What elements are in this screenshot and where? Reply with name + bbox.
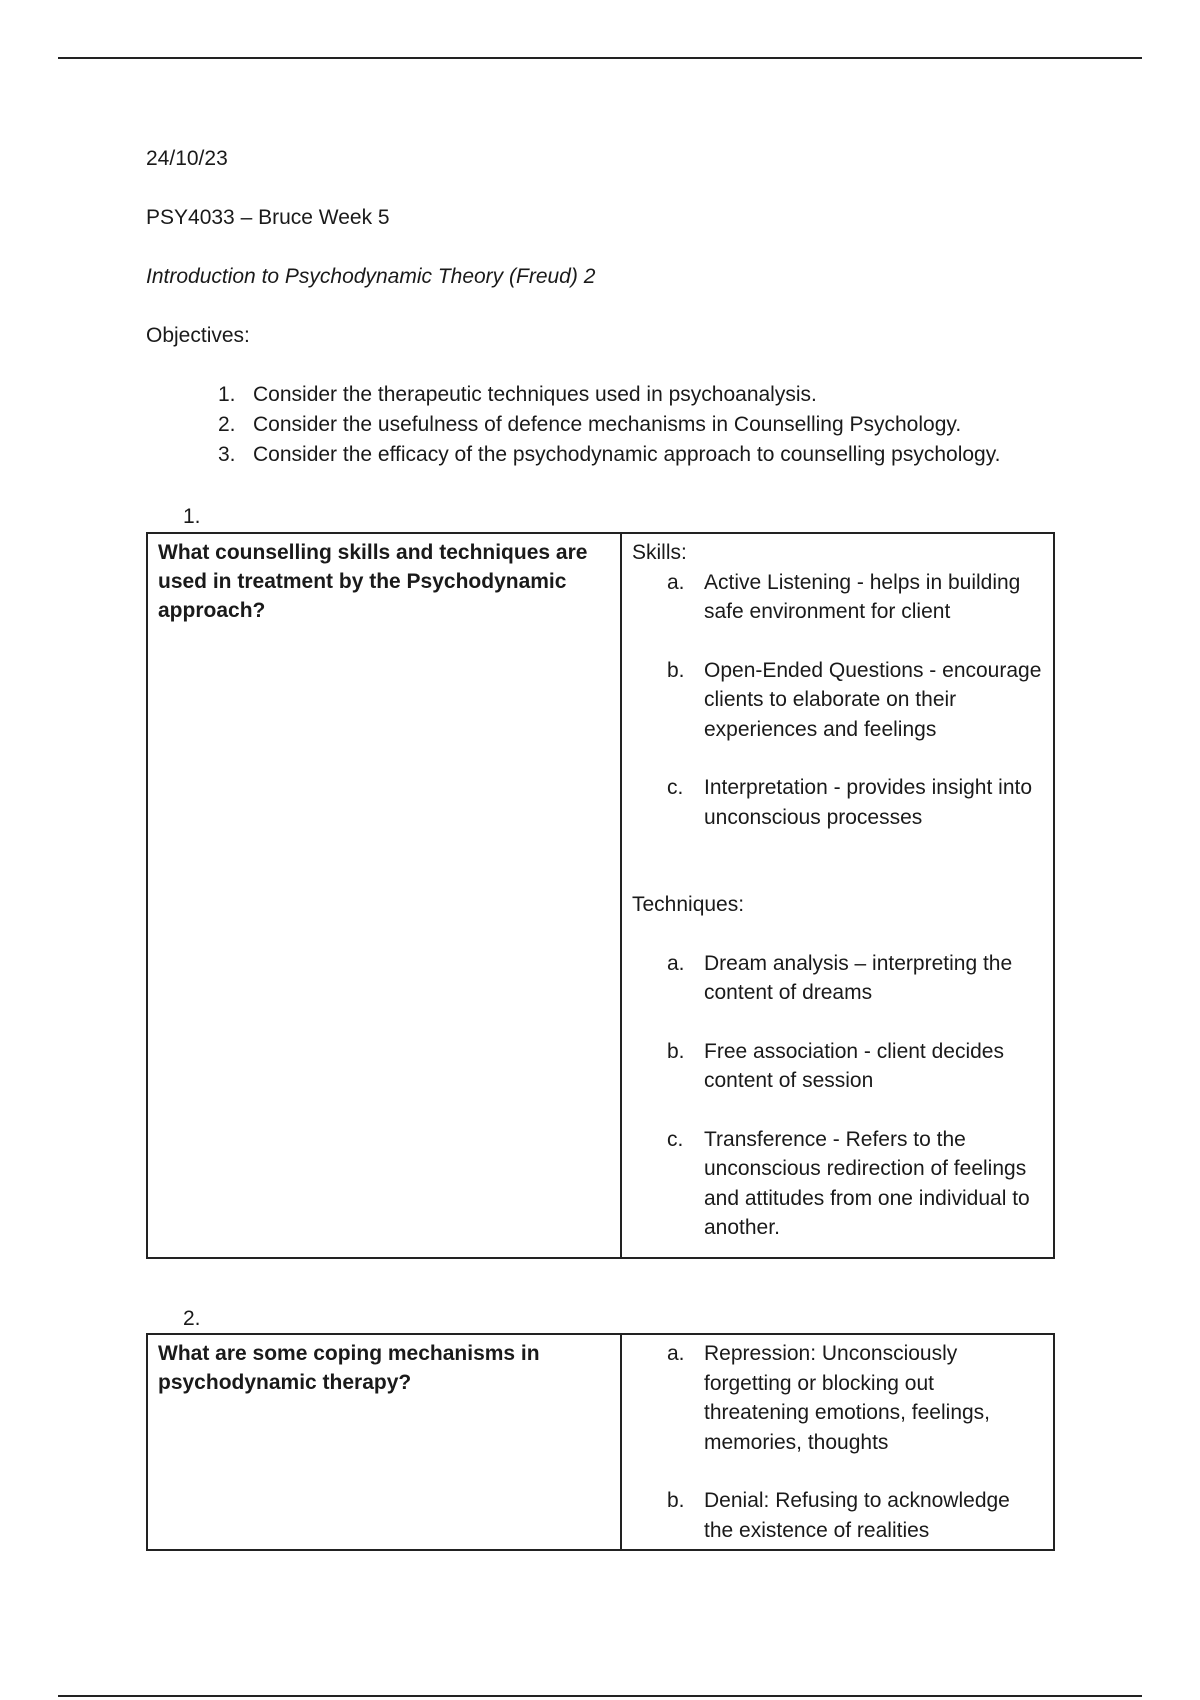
objective-text: Consider the therapeutic techniques used in psychoanalysis. (253, 383, 817, 406)
lecture-topic: Introduction to Psychodynamic Theory (Freud) 2 (146, 265, 596, 288)
list-item (632, 1125, 1043, 1243)
course-title: PSY4033 – Bruce Week 5 (146, 206, 390, 229)
list-number: 1. (218, 383, 236, 406)
techniques-list (632, 949, 1043, 1243)
list-marker: b. (667, 658, 685, 682)
technique-text: Transference - Refers to the unconscious redirection of feelings and attitudes from one individual to another. (704, 1127, 1030, 1239)
list-marker: a. (667, 1342, 685, 1365)
skill-text: Open-Ended Questions - encourage clients to elaborate on their experiences and feelings (704, 658, 1042, 741)
list-item (218, 410, 1056, 440)
coping-text: Repression: Unconsciously forgetting or blocking out threatening emotions, feelings, memories, thoughts (704, 1342, 991, 1454)
document-body (146, 144, 1056, 470)
list-number: 3. (218, 443, 236, 466)
section-2-table (146, 1333, 1055, 1551)
skill-text: Active Listening - helps in building safe environment for client (704, 570, 1021, 623)
list-item (218, 440, 1056, 470)
techniques-label: Techniques: (632, 893, 745, 916)
section-1-question: What counselling skills and techniques are used in treatment by the Psychodynamic approach? (147, 533, 621, 1258)
page-top-rule (58, 57, 1142, 59)
objective-text: Consider the efficacy of the psychodynamic approach to counselling psychology. (253, 443, 1001, 466)
lecture-date: 24/10/23 (146, 147, 228, 170)
objectives-label: Objectives: (146, 324, 250, 347)
list-item (218, 380, 1056, 410)
objectives-list (146, 380, 1056, 470)
list-marker: a. (667, 951, 685, 975)
skills-list (632, 568, 1043, 833)
list-marker: a. (667, 570, 685, 594)
section-2-answer (621, 1334, 1054, 1550)
skill-text: Interpretation - provides insight into unconscious processes (704, 776, 1033, 829)
technique-text: Dream analysis – interpreting the content of dreams (704, 951, 1013, 1004)
coping-text: Denial: Refusing to acknowledge the existence of realities (704, 1489, 1010, 1542)
page-bottom-rule (58, 1695, 1142, 1697)
skills-label: Skills: (632, 541, 687, 564)
list-marker: c. (667, 1127, 684, 1151)
list-item (632, 1486, 1043, 1545)
section-2-number: 2. (183, 1307, 201, 1330)
list-item (632, 949, 1043, 1008)
section-2-question: What are some coping mechanisms in psychodynamic therapy? (147, 1334, 621, 1550)
coping-list (632, 1339, 1043, 1545)
list-marker: c. (667, 776, 684, 799)
technique-text: Free association - client decides content of session (704, 1039, 1004, 1092)
list-item (632, 1339, 1043, 1457)
list-item (632, 773, 1043, 832)
list-item (632, 656, 1043, 745)
list-marker: b. (667, 1489, 685, 1512)
section-1-answer (621, 533, 1054, 1258)
list-marker: b. (667, 1039, 685, 1063)
section-1-number: 1. (183, 505, 201, 528)
list-number: 2. (218, 413, 236, 436)
list-item (632, 568, 1043, 627)
list-item (632, 1037, 1043, 1096)
objective-text: Consider the usefulness of defence mechanisms in Counselling Psychology. (253, 413, 962, 436)
section-1-table (146, 532, 1055, 1259)
